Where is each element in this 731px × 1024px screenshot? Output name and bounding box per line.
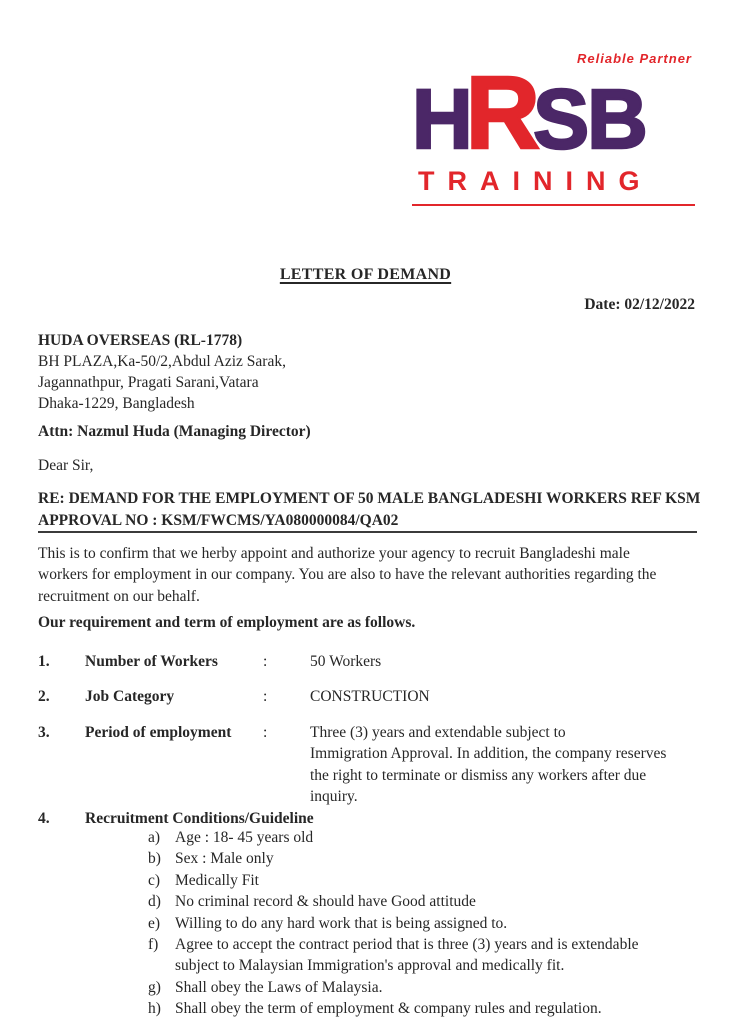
guideline-item-a <box>38 827 697 848</box>
item-row-number-of-workers <box>38 651 697 672</box>
guideline-text: Willing to do any hard work that is being assigned to. <box>175 914 508 932</box>
guideline-item-c <box>38 870 697 891</box>
item-label: Recruitment Conditions/Guideline <box>85 810 314 827</box>
letter-date: Date: 02/12/2022 <box>584 296 695 313</box>
guideline-item-h <box>38 998 697 1019</box>
logo-underline <box>412 204 695 206</box>
item-separator: : <box>263 688 268 705</box>
logo-subtitle: TRAINING <box>418 166 653 196</box>
guideline-letter: h) <box>148 1000 161 1018</box>
item-value: 50 Workers <box>310 653 382 670</box>
hrsb-logo <box>412 45 700 206</box>
subject-line-1: RE: DEMAND FOR THE EMPLOYMENT OF 50 MALE BANGLADESHI WORKERS REF KSM <box>38 490 701 507</box>
item-number: 4. <box>38 810 50 827</box>
item-separator: : <box>263 653 268 670</box>
letter-title <box>0 266 731 284</box>
guidelines-list <box>38 827 697 1020</box>
logo-letter-s: S <box>533 72 588 166</box>
requirements-heading: Our requirement and term of employment are as follows. <box>38 614 416 631</box>
guideline-letter: a) <box>148 829 161 846</box>
body-line-2: workers for employment in our company. You are also to have the relevant authorities regarding the <box>38 566 657 584</box>
subject-line-2: APPROVAL NO : KSM/FWCMS/YA080000084/QA02 <box>38 512 399 529</box>
logo-letter-r: R <box>465 55 539 170</box>
subject-line <box>38 488 700 532</box>
subject-divider <box>38 531 697 533</box>
logo-letter-b: B <box>587 72 646 166</box>
item-row-period-of-employment <box>38 722 697 807</box>
guideline-text: Age : 18- 45 years old <box>175 829 314 846</box>
guideline-text: No criminal record & should have Good attitude <box>175 893 476 911</box>
guideline-text-line-1: Agree to accept the contract period that is three (3) years and is extendable <box>175 936 639 954</box>
item-label: Job Category <box>85 688 175 705</box>
guideline-item-e <box>38 913 697 934</box>
guideline-text: Shall obey the term of employment & company rules and regulation. <box>175 1000 602 1018</box>
logo-letter-h: H <box>412 72 471 166</box>
guideline-letter: c) <box>148 871 161 889</box>
body-line-3: recruitment on our behalf. <box>38 587 200 605</box>
guideline-item-d <box>38 891 697 912</box>
item-value <box>310 722 697 807</box>
item-value-line-1: Three (3) years and extendable subject to <box>310 724 566 741</box>
body-line-1: This is to confirm that we herby appoint and authorize your agency to recruit Bangladeshi male <box>38 545 630 562</box>
item-label: Period of employment <box>85 724 232 741</box>
recipient-block <box>38 330 286 414</box>
letter-title-text: LETTER OF DEMAND <box>279 266 452 283</box>
logo-tagline: Reliable Partner <box>577 51 692 66</box>
guideline-text: Sex : Male only <box>175 850 274 868</box>
item-number: 2. <box>38 688 50 705</box>
guideline-letter: b) <box>148 850 161 868</box>
guideline-item-f <box>38 934 697 977</box>
item-value: CONSTRUCTION <box>310 688 430 705</box>
guideline-letter: d) <box>148 893 161 911</box>
item-separator: : <box>263 724 268 741</box>
guideline-letter: f) <box>148 936 159 954</box>
body-paragraph <box>38 543 698 607</box>
attention-line: Attn: Nazmul Huda (Managing Director) <box>38 423 311 440</box>
recipient-address-line-3: Dhaka-1229, Bangladesh <box>38 395 195 412</box>
item-value-line-3: the right to terminate or dismiss any workers after due <box>310 766 647 784</box>
guideline-letter: e) <box>148 914 161 932</box>
recipient-name: HUDA OVERSEAS (RL-1778) <box>38 332 243 349</box>
recipient-address-line-2: Jagannathpur, Pragati Sarani,Vatara <box>38 374 259 391</box>
item-row-job-category <box>38 686 697 707</box>
item-value-line-2: Immigration Approval. In addition, the company reserves <box>310 745 667 763</box>
guideline-item-b <box>38 848 697 869</box>
item-label: Number of Workers <box>85 653 218 670</box>
guideline-item-g <box>38 977 697 998</box>
item-value-line-4: inquiry. <box>310 787 358 805</box>
guideline-text: Medically Fit <box>175 871 259 889</box>
guideline-text: Shall obey the Laws of Malaysia. <box>175 978 383 996</box>
salutation: Dear Sir, <box>38 457 94 474</box>
item-number: 1. <box>38 653 50 670</box>
item-number: 3. <box>38 724 50 741</box>
recipient-address-line-1: BH PLAZA,Ka-50/2,Abdul Aziz Sarak, <box>38 353 286 370</box>
guideline-letter: g) <box>148 978 161 996</box>
guideline-text-line-2: subject to Malaysian Immigration's approval and medically fit. <box>175 957 565 975</box>
